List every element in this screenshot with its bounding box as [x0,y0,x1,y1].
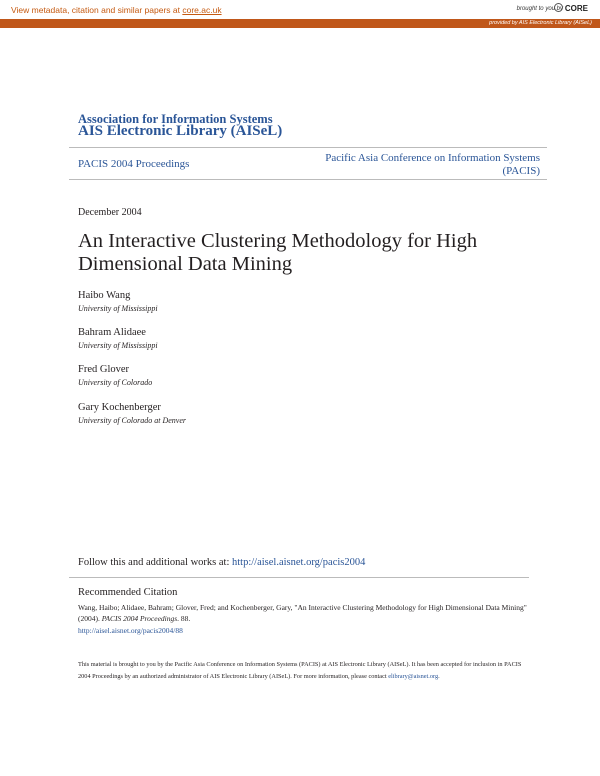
conference-line-1: Pacific Asia Conference on Information Systems [325,152,540,164]
author-name: Fred Glover [78,364,130,375]
conference-line-2: (PACIS) [502,165,540,177]
citation-venue: PACIS 2004 Proceedings [101,614,178,623]
citation-authors-title: Wang, Haibo; Alidaee, Bahram; Glover, Fred; and Kochenberger, Gary, "An Interactive Clustering Methodology for High Dimensional Data Mining" (2004). [78,603,527,623]
conference-link[interactable] [310,152,540,178]
author-affiliation: University of Mississippi [78,304,158,313]
author-affiliation: University of Colorado at Denver [78,416,186,425]
library-name[interactable]: AIS Electronic Library (AISeL) [78,123,283,139]
citation-number: . 88. [177,614,191,623]
author-affiliation: University of Colorado [78,378,153,387]
brought-to-you-text: brought to you by [516,6,563,12]
paper-title: An Interactive Clustering Methodology for High Dimensional Data Mining [78,230,478,275]
fine-print [78,659,528,682]
citation-url-link[interactable]: http://aisel.aisnet.org/pacis2004/88 [78,626,183,635]
author-name: Haibo Wang [78,290,131,301]
follow-text: Follow this and additional works at: [78,557,232,568]
citation-text [78,602,528,624]
follow-url-link[interactable]: http://aisel.aisnet.org/pacis2004 [232,557,366,568]
core-banner [0,0,600,19]
header-divider-top [69,147,547,148]
proceedings-link[interactable]: PACIS 2004 Proceedings [78,158,190,170]
fine-print-end: . [438,672,440,680]
provided-by-bar [0,19,600,28]
core-logo-label: CORE [564,4,588,13]
core-view-text: View metadata, citation and similar papers at [11,5,183,15]
author-name: Gary Kochenberger [78,402,161,413]
core-view-link[interactable] [11,5,222,15]
organization-name[interactable]: Association for Information Systems [78,112,273,126]
core-logo[interactable] [554,3,588,13]
author-affiliation: University of Mississippi [78,341,158,350]
contact-email-link[interactable]: elibrary@aisnet.org [388,672,439,680]
follow-line [78,557,365,568]
author-name: Bahram Alidaee [78,327,146,338]
fine-print-text: This material is brought to you by the Pacific Asia Conference on Information Systems (PACIS) at AIS Electronic Library (AISeL). It has been accepted for inclusion in PACIS 2004 Proceedings by an authorized administrator of AIS Electronic Library (AISeL). For more information, please contact [78,661,522,680]
core-logo-icon [554,3,563,12]
publication-date: December 2004 [78,207,142,218]
provided-by-text[interactable]: provided by AIS Electronic Library (AISeL) [489,20,592,26]
citation-divider [69,577,529,578]
core-ac-uk-link[interactable]: core.ac.uk [182,5,222,15]
header-divider-bottom [69,179,547,180]
recommended-citation-heading: Recommended Citation [78,587,178,598]
